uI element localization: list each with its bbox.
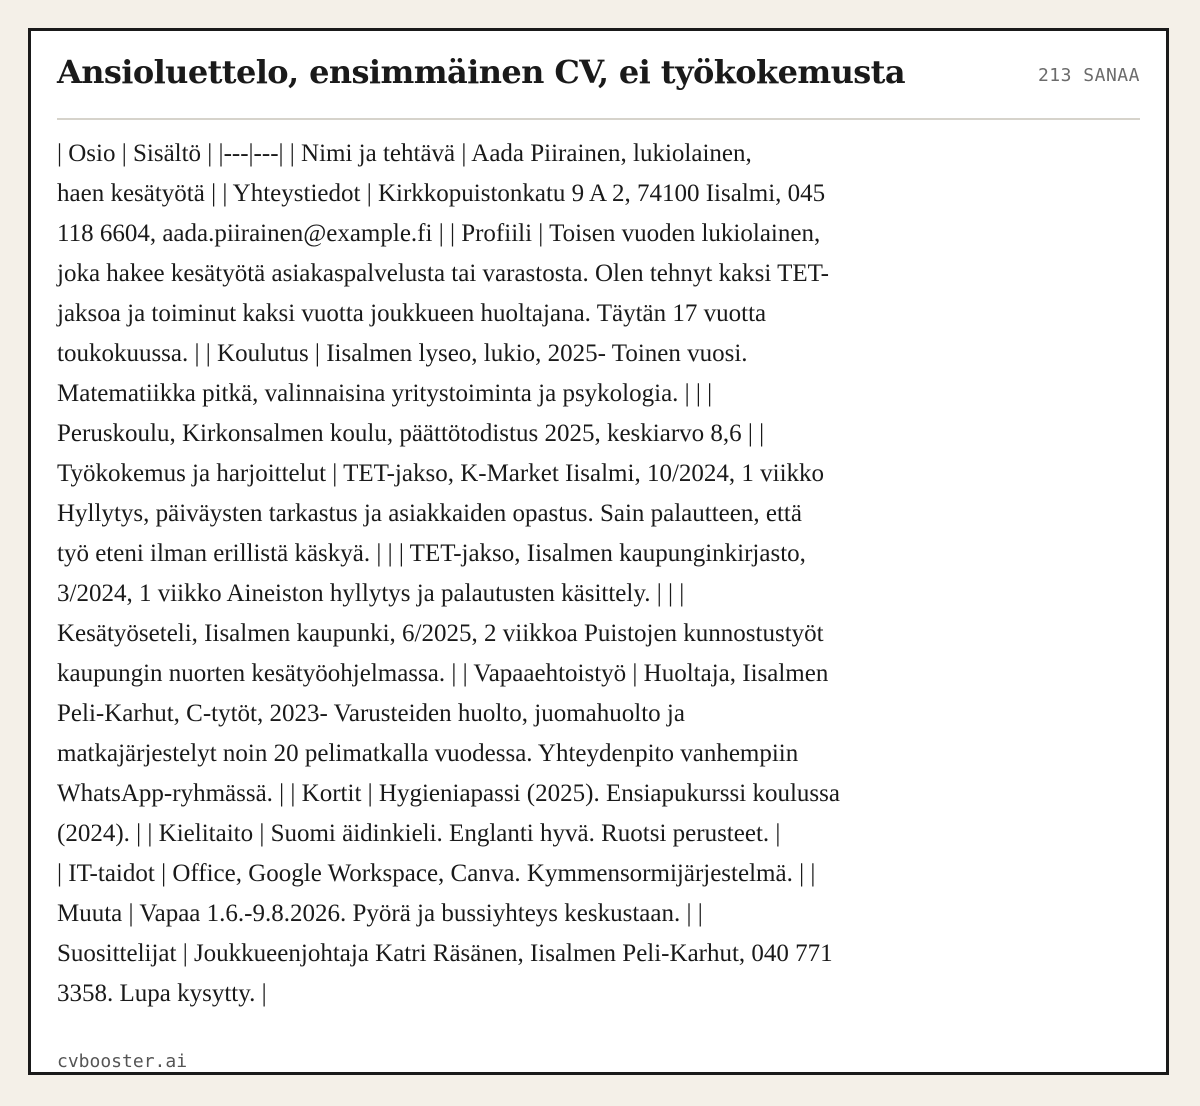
- card-header: [57, 31, 1140, 120]
- word-count-label: 213 SANAA: [1037, 65, 1140, 86]
- footer-brand: cvbooster.ai: [57, 1051, 188, 1072]
- cv-body-text: | Osio | Sisältö | |---|---| | Nimi ja tehtävä | Aada Piirainen, lukiolainen, haen kesätyötä | | Yhteystiedot | Kirkkopuistonkatu 9 A 2, 74100 Iisalmi, 045 118 6604, aada.piirainen@example.fi | | Profiili | Toisen vuoden lukiolainen, joka hakee kesätyötä asiakaspalvelusta tai varastosta. Olen tehnyt kaksi TET- jaksoa ja toiminut kaksi vuotta joukkueen huoltajana. Täytän 17 vuotta toukokuussa. | | Koulutus | Iisalmen lyseo, lukio, 2025- Toinen vuosi. Matematiikka pitkä, valinnaisina yritystoiminta ja psykologia. | | | Peruskoulu, Kirkonsalmen koulu, päättötodistus 2025, keskiarvo 8,6 | | Työkokemus ja harjoittelut | TET-jakso, K-Market Iisalmi, 10/2024, 1 viikko Hyllytys, päiväysten tarkastus ja asiakkaiden opastus. Sain palautteen, että työ eteni ilman erillistä käskyä. | | | TET-jakso, Iisalmen kaupunginkirjasto, 3/2024, 1 viikko Aineiston hyllytys ja palautusten käsittely. | | | Kesätyöseteli, Iisalmen kaupunki, 6/2025, 2 viikkoa Puistojen kunnostustyöt kaupungin nuorten kesätyöohjelmassa. | | Vapaaehtoistyö | Huoltaja, Iisalmen Peli-Karhut, C-tytöt, 2023- Varusteiden huolto, juomahuolto ja matkajärjestelyt noin 20 pelimatkalla vuodessa. Yhteydenpito vanhempiin WhatsApp-ryhmässä. | | Kortit | Hygieniapassi (2025). Ensiapukurssi koulussa (2024). | | Kielitaito | Suomi äidinkieli. Englanti hyvä. Ruotsi perusteet. | | IT-taidot | Office, Google Workspace, Canva. Kymmensormijärjestelmä. | | Muuta | Vapaa 1.6.-9.8.2026. Pyörä ja bussiyhteys keskustaan. | | Suosittelijat | Joukkueenjohtaja Katri Räsänen, Iisalmen Peli-Karhut, 040 771 3358. Lupa kysytty. |: [57, 140, 840, 1007]
- cv-card: [28, 28, 1169, 1075]
- document-title: Ansioluettelo, ensimmäinen CV, ei työkokemusta: [57, 53, 905, 91]
